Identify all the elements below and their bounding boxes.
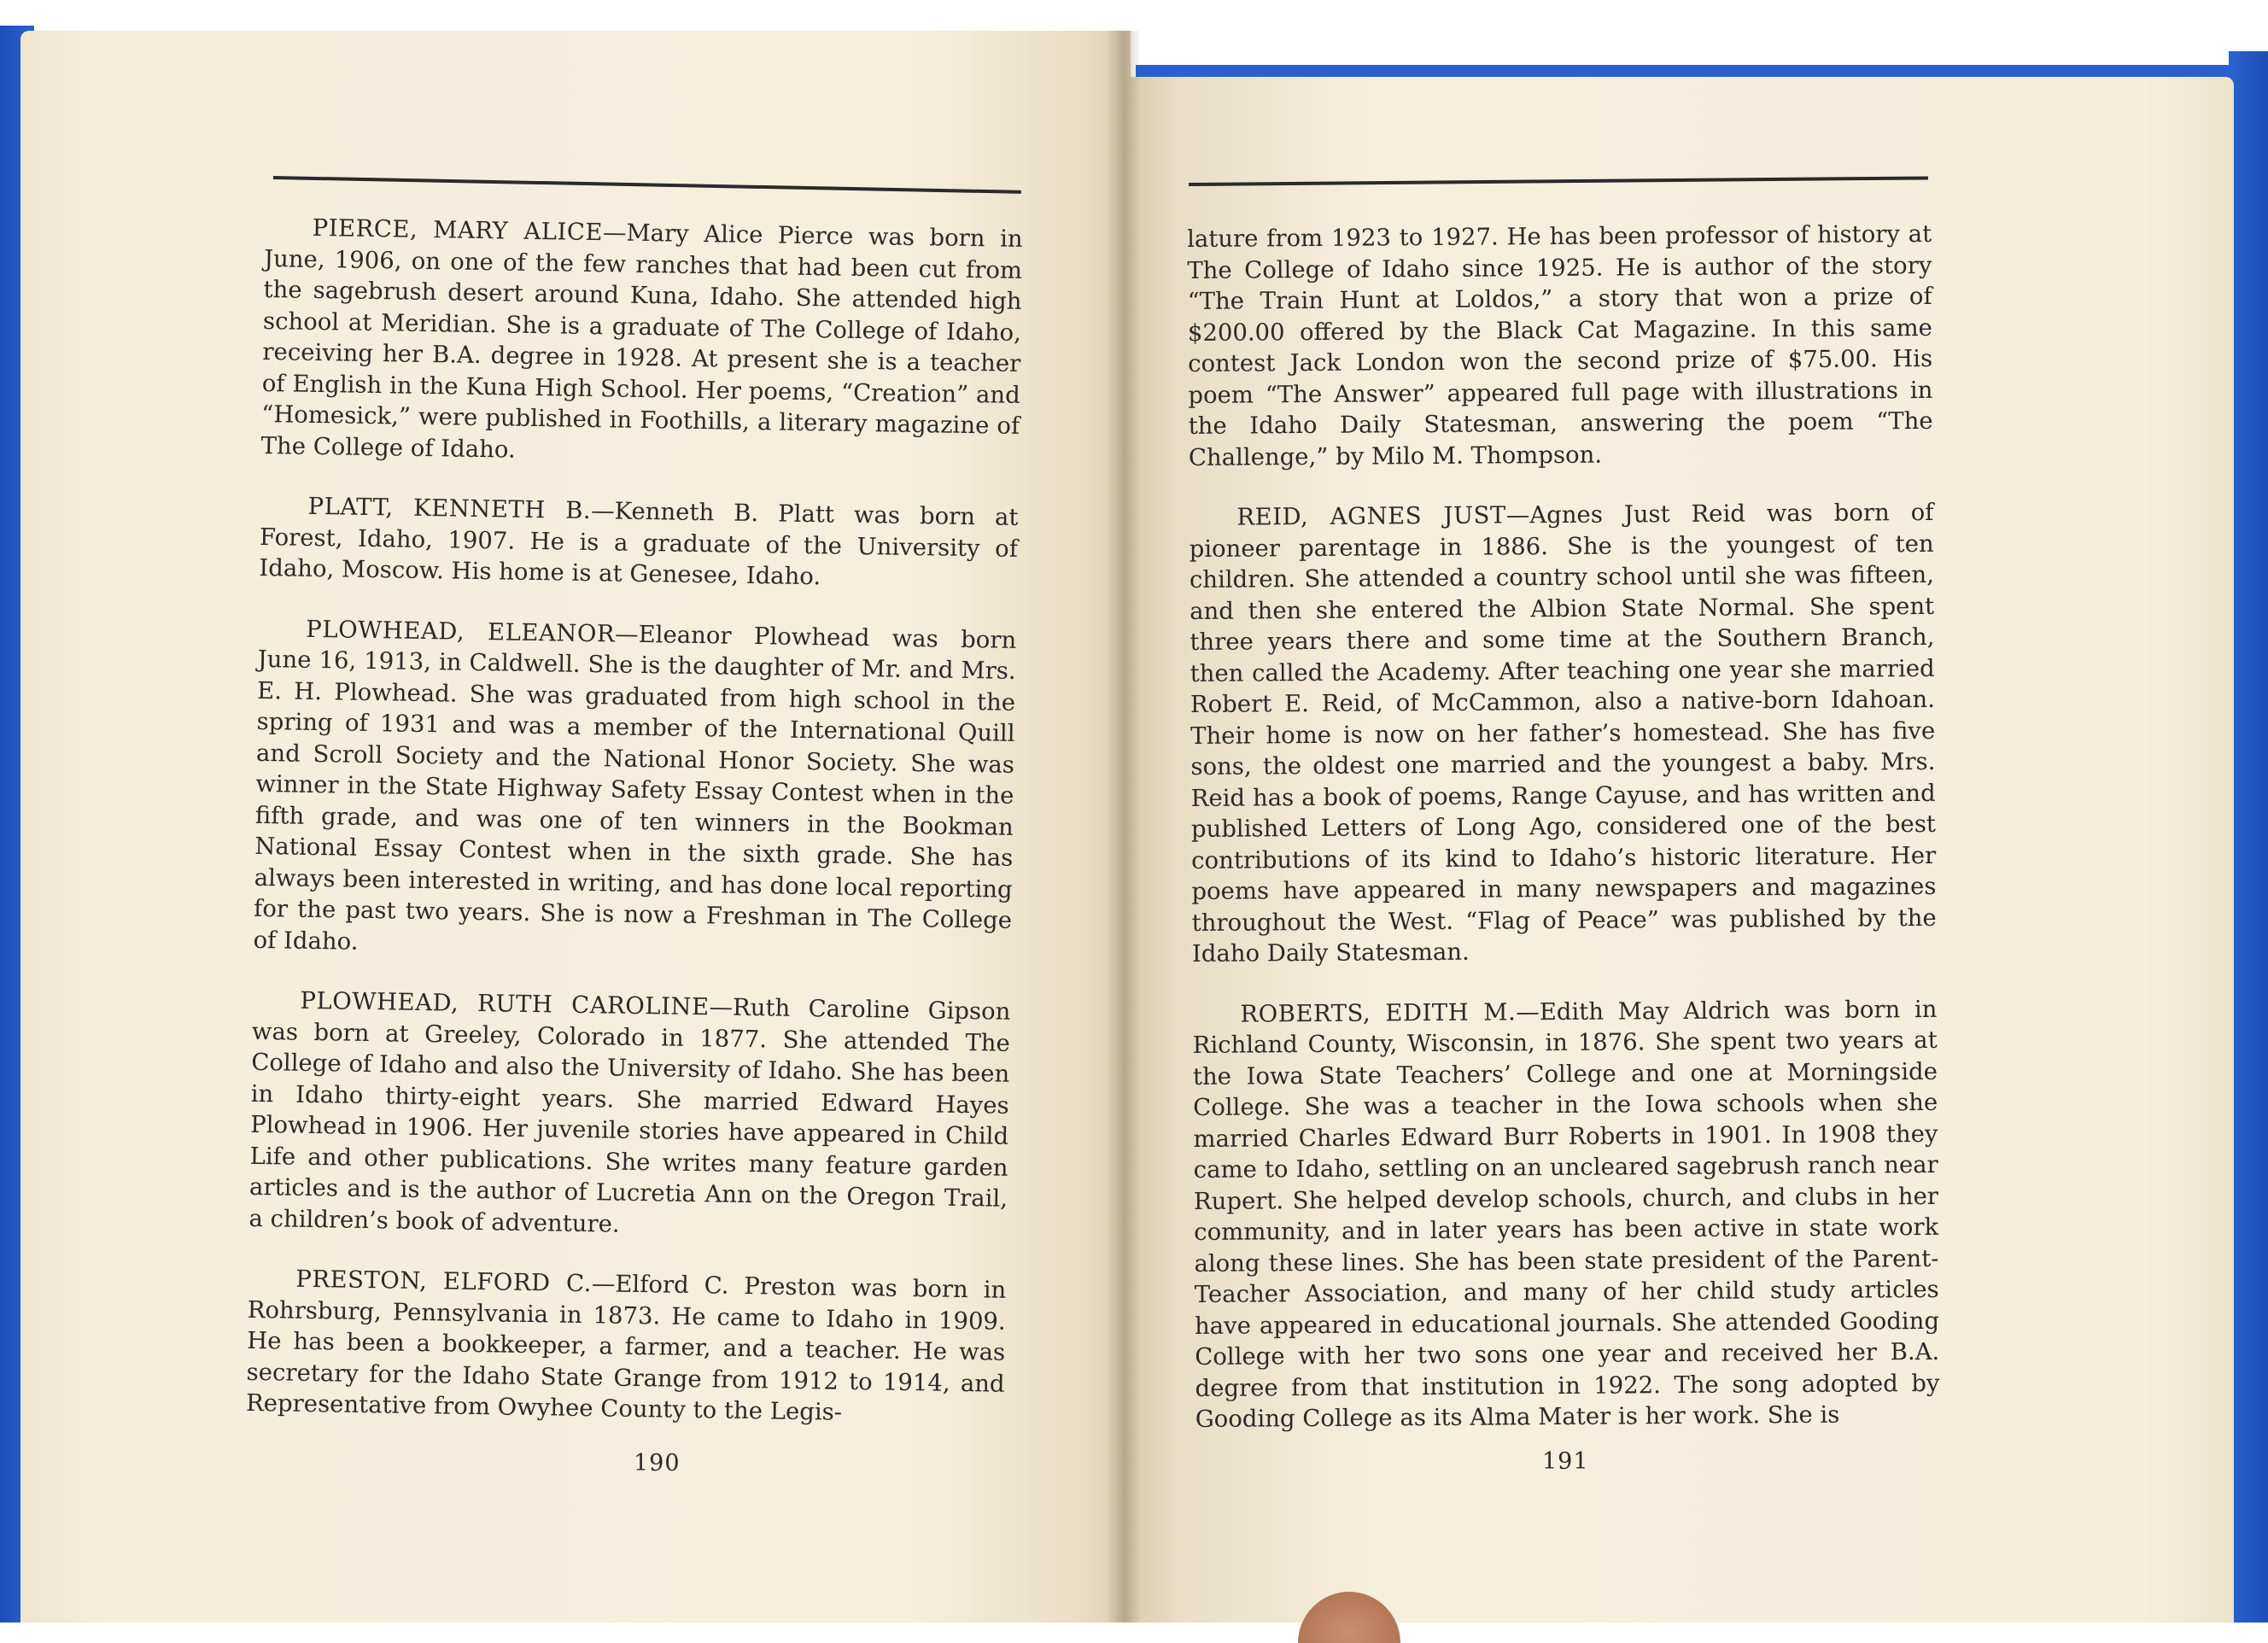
entry-body: —Agnes Just Reid was born of pioneer parentage in 1886. She is the youngest of ten children. She attended a country school until she was fifteen, and then she entered the Albion State Normal. She spent three years there and some time at the Southern Branch, then called the Academy. After teaching one year she married Robert E. Reid, of McCammon, also a native-born Idahoan. Their home is now on her father’s homestead. She has five sons, the oldest one married and the youngest a baby. Mrs. Reid has a book of poems, Range Cayuse, and has written and published Letters of Long Ago, considered one of the best contributions of its kind to Idaho’s historic literature. Her poems have appeared in many newspapers and magazines throughout the West. “Flag of Peace” was published by the Idaho Daily Statesman. — [1189, 498, 1937, 968]
left-page-text — [245, 212, 1023, 1459]
entry-pierce — [260, 212, 1022, 473]
entry-body: —Mary Alice Pierce was born in June, 1906, on one of the few ranches that had been cut from the sagebrush desert around Kuna, Idaho. She attended high school at Meridian. She is a graduate of The College of Idaho, receiving her B.A. degree in 1928. At present she is a teacher of English in the Kuna High School. Her poems, “Creation” and “Homesick,” were published in Foothills, a literary magazine of The College of Idaho. — [260, 219, 1023, 464]
entry-heading: PLATT, KENNETH B. — [307, 492, 592, 525]
page-number-right: 191 — [1542, 1448, 1589, 1475]
entry-continuation: lature from 1923 to 1927. He has been professor of history at The College of Idaho since 1925. He is author of the story “The Train Hunt at Loldos,” a story that won a prize of $200.00 offered by the Black Cat Magazine. In this same contest Jack London won the second prize of $75.00. His poem “The Answer” appeared full page with illustrations in the Idaho Daily Statesman, answering the poem “The Challenge,” by Milo M. Thompson. — [1187, 219, 1933, 471]
entry-preston — [246, 1263, 1007, 1430]
book-gutter — [1107, 31, 1141, 1623]
entry-roberts — [1192, 993, 1940, 1435]
entry-heading: ROBERTS, EDITH M. — [1240, 997, 1517, 1028]
entry-heading: PLOWHEAD, ELEANOR — [306, 615, 616, 648]
entry-body: —Kenneth B. Platt was born at Forest, Idaho, 1907. He is a graduate of the University of Idaho, Moscow. His home is at Genesee, Idaho. — [259, 497, 1019, 591]
page-number-left: 190 — [634, 1450, 681, 1476]
entry-body: —Elford C. Preston was born in Rohrsburg, Pennsylvania in 1873. He came to Idaho in 1909. He has been a bookkeeper, a farmer, and a teacher. He was secretary for the Idaho State Grange from 1912 to 1914, and Representative from Owyhee County to the Legis- — [245, 1270, 1007, 1426]
entry-body: —Edith May Aldrich was born in Richland County, Wisconsin, in 1876. She spent two years at the Iowa State Teachers’ College and one at Morningside College. She was a teacher in the Iowa schools when she married Charles Edward Burr Roberts in 1901. In 1908 they came to Idaho, settling on an uncleared sagebrush ranch near Rupert. She helped develop schools, church, and clubs in her community, and in later years has been active in state work along these lines. She has been state president of the Parent-Teacher Association, and many of her child study articles have appeared in educational journals. She attended Gooding College with her two sons one year and received her B.A. degree from that institution in 1922. The song adopted by Gooding College as its Alma Mater is her work. She is — [1192, 995, 1940, 1433]
book-cover-right — [2229, 51, 2268, 1623]
entry-reid — [1189, 497, 1937, 970]
entry-heading: PLOWHEAD, RUTH CAROLINE — [300, 986, 710, 1021]
entry-plowhead-ruth — [248, 985, 1010, 1246]
entry-plowhead-eleanor — [253, 612, 1016, 967]
entry-platt — [259, 490, 1019, 595]
entry-heading: PIERCE, MARY ALICE — [312, 213, 604, 247]
entry-body: —Ruth Caroline Gipson was born at Greeley, Colorado in 1877. She attended The College of Idaho and also the University of Idaho. She has been in Idaho thirty-eight years. She married Edward Hayes Plowhead in 1906. Her juvenile stories have appeared in Child Life and other publications. She writes many feature garden articles and is the author of Lucretia Ann on the Oregon Trail, a children’s book of adventure. — [248, 993, 1011, 1238]
entry-heading: PRESTON, ELFORD C. — [295, 1265, 593, 1298]
entry-heading: REID, AGNES JUST — [1236, 501, 1506, 531]
right-page-text — [1187, 219, 1940, 1465]
entry-body: —Eleanor Plowhead was born June 16, 1913, in Caldwell. She is the daughter of Mr. and Mrs. E. H. Plowhead. She was graduated from high school in the spring of 1931 and was a member of the International Quill and Scroll Society and the National Honor Society. She was winner in the State Highway Safety Essay Contest when in the fifth grade, and was one of ten winners in the Bookman National Essay Contest when in the sixth grade. She has always been interested in writing, and has done local reporting for the past two years. She is now a Freshman in The College of Idaho. — [253, 620, 1017, 956]
